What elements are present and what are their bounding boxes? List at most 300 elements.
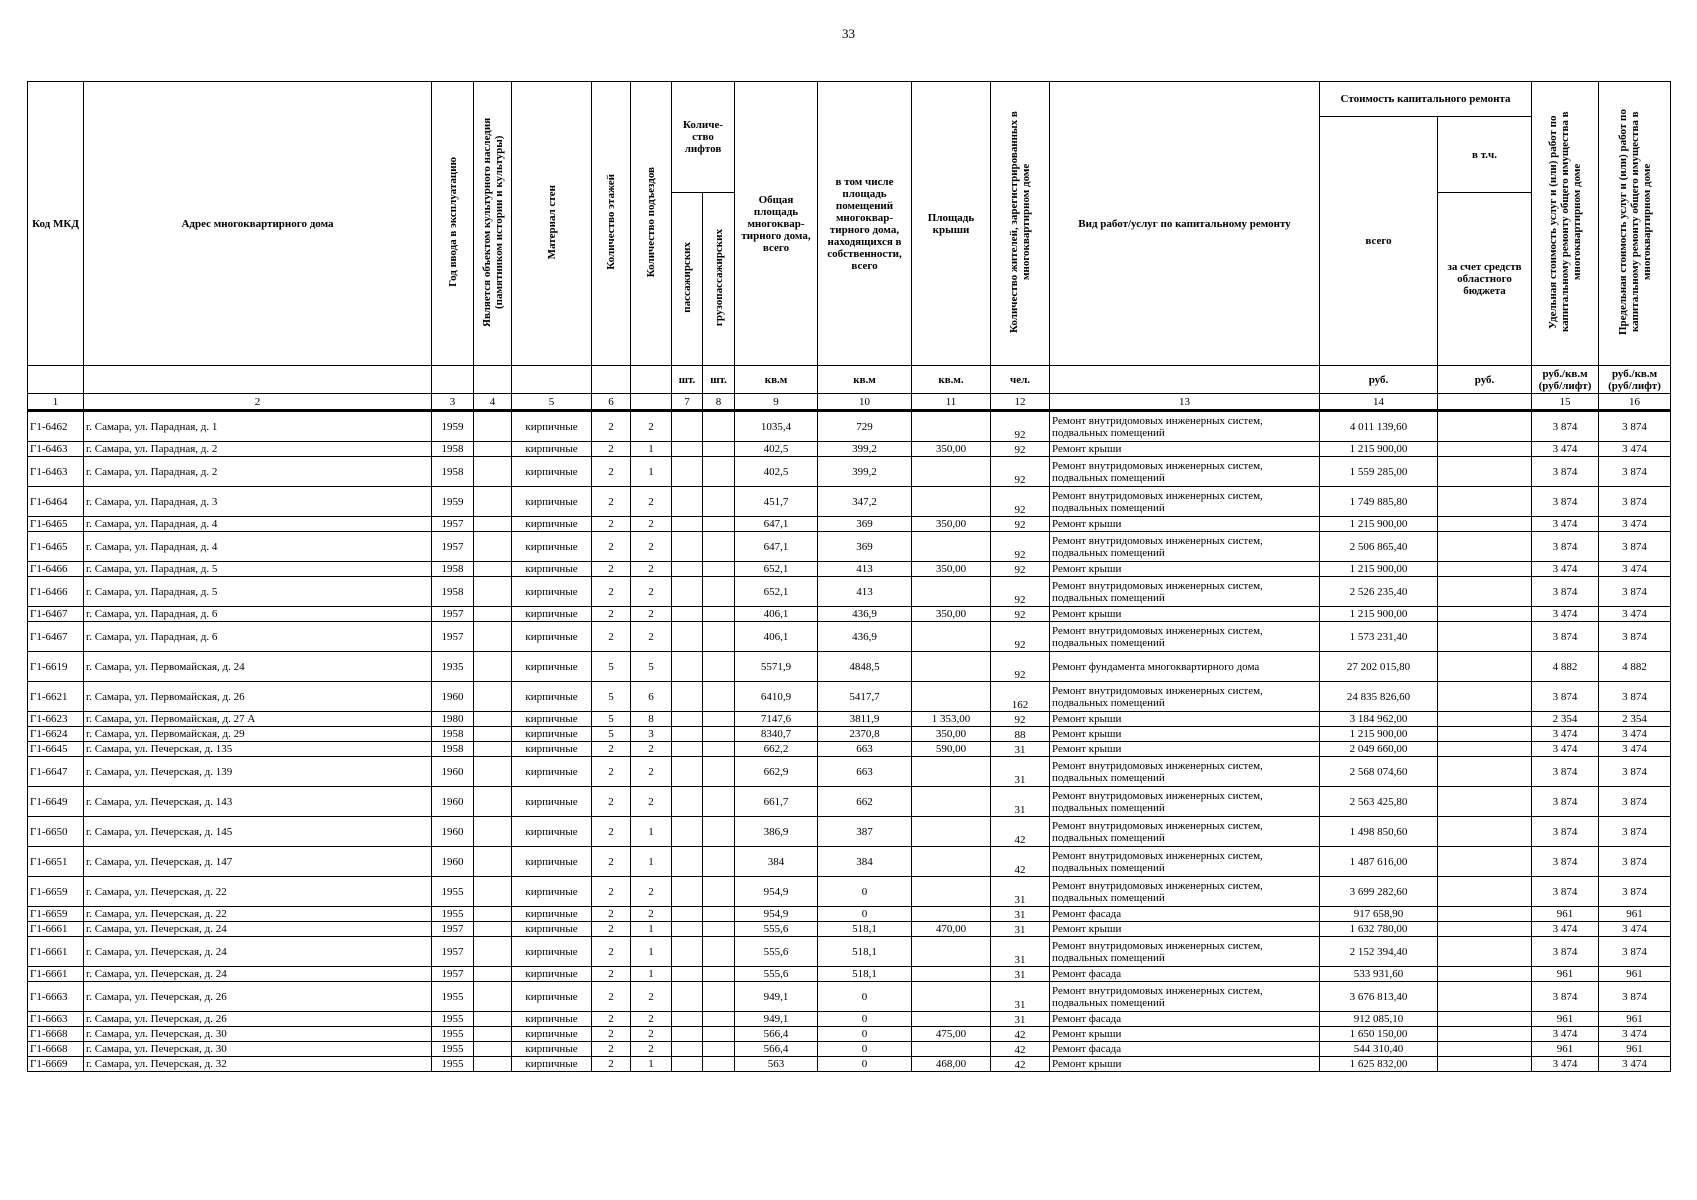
row-total-area: 555,6 [735,937,818,967]
row-max-cost: 3 874 [1599,817,1671,847]
row-max-cost: 3 874 [1599,682,1671,712]
header-cost: Стоимость капитального ремонта [1320,82,1532,117]
row-cost-total: 1 573 231,40 [1320,622,1438,652]
row-total-area: 451,7 [735,487,818,517]
row-lifts-passenger [672,411,703,442]
row-owned-area: 369 [818,517,912,532]
row-code: Г1-6464 [28,487,84,517]
row-code: Г1-6621 [28,682,84,712]
row-work-type: Ремонт внутридомовых инженерных систем, подвальных помещений [1050,982,1320,1012]
row-work-type: Ремонт крыши [1050,727,1320,742]
unit-sqm: кв.м [818,366,912,394]
row-cost-regional [1438,1027,1532,1042]
row-entrances: 2 [631,562,672,577]
row-entrances: 2 [631,532,672,562]
row-cost-regional [1438,577,1532,607]
row-address: г. Самара, ул. Печерская, д. 24 [84,967,432,982]
table-row [28,442,1671,457]
row-floors: 2 [592,847,631,877]
row-address: г. Самара, ул. Печерская, д. 30 [84,1027,432,1042]
row-roof-area [912,411,991,442]
row-total-area: 954,9 [735,907,818,922]
row-unit-cost: 3 474 [1532,517,1599,532]
row-residents: 162 [991,682,1050,712]
row-floors: 2 [592,411,631,442]
row-address: г. Самара, ул. Печерская, д. 26 [84,982,432,1012]
row-lifts-freight [703,742,735,757]
row-walls: кирпичные [512,577,592,607]
row-unit-cost: 961 [1532,1042,1599,1057]
row-residents: 31 [991,937,1050,967]
row-floors: 2 [592,907,631,922]
header-lifts: Количе-ство лифтов [672,82,735,193]
row-floors: 2 [592,532,631,562]
row-heritage [474,922,512,937]
row-address: г. Самара, ул. Первомайская, д. 27 А [84,712,432,727]
row-owned-area: 662 [818,787,912,817]
row-year: 1957 [432,967,474,982]
row-floors: 2 [592,757,631,787]
row-floors: 2 [592,877,631,907]
row-unit-cost: 3 474 [1532,1057,1599,1072]
row-lifts-passenger [672,532,703,562]
row-max-cost: 3 874 [1599,577,1671,607]
row-year: 1960 [432,682,474,712]
row-max-cost: 961 [1599,1012,1671,1027]
row-code: Г1-6466 [28,577,84,607]
row-lifts-passenger [672,607,703,622]
row-roof-area: 350,00 [912,442,991,457]
row-roof-area [912,1012,991,1027]
row-heritage [474,682,512,712]
unit-sqm: кв.м. [912,366,991,394]
row-lifts-passenger [672,1012,703,1027]
row-heritage [474,517,512,532]
row-work-type: Ремонт крыши [1050,742,1320,757]
row-roof-area [912,787,991,817]
row-entrances: 2 [631,742,672,757]
row-total-area: 566,4 [735,1042,818,1057]
row-lifts-passenger [672,682,703,712]
row-residents: 92 [991,712,1050,727]
row-lifts-passenger [672,727,703,742]
header-incl: в т.ч. [1438,117,1532,193]
row-heritage [474,411,512,442]
header-cost-total: всего [1320,117,1438,366]
column-number: 6 [592,394,631,411]
row-entrances: 2 [631,607,672,622]
row-owned-area: 518,1 [818,967,912,982]
row-work-type: Ремонт внутридомовых инженерных систем, подвальных помещений [1050,622,1320,652]
row-lifts-freight [703,577,735,607]
row-floors: 2 [592,562,631,577]
row-unit-cost: 961 [1532,907,1599,922]
row-lifts-passenger [672,442,703,457]
row-address: г. Самара, ул. Парадная, д. 4 [84,517,432,532]
row-cost-regional [1438,757,1532,787]
row-work-type: Ремонт внутридомовых инженерных систем, подвальных помещений [1050,937,1320,967]
row-max-cost: 2 354 [1599,712,1671,727]
row-floors: 5 [592,727,631,742]
row-cost-total: 1 559 285,00 [1320,457,1438,487]
row-total-area: 566,4 [735,1027,818,1042]
header-total-area: Общая площадь многоквар-тирного дома, всего [735,82,818,366]
row-cost-regional [1438,607,1532,622]
row-lifts-freight [703,937,735,967]
row-entrances: 2 [631,787,672,817]
table-row [28,742,1671,757]
row-floors: 2 [592,622,631,652]
row-cost-total: 24 835 826,60 [1320,682,1438,712]
row-cost-regional [1438,982,1532,1012]
row-unit-cost: 3 874 [1532,532,1599,562]
header-heritage: Является объектом культурного наследия (памятником истории и культуры) [480,117,505,327]
row-unit-cost: 3 474 [1532,562,1599,577]
row-total-area: 8340,7 [735,727,818,742]
row-cost-total: 917 658,90 [1320,907,1438,922]
row-unit-cost: 3 874 [1532,817,1599,847]
row-total-area: 647,1 [735,517,818,532]
row-cost-regional [1438,1042,1532,1057]
row-address: г. Самара, ул. Парадная, д. 3 [84,487,432,517]
row-address: г. Самара, ул. Первомайская, д. 26 [84,682,432,712]
table-row [28,1057,1671,1072]
row-cost-regional [1438,562,1532,577]
row-walls: кирпичные [512,817,592,847]
table-row [28,937,1671,967]
row-work-type: Ремонт крыши [1050,712,1320,727]
row-cost-total: 1 215 900,00 [1320,517,1438,532]
row-code: Г1-6661 [28,922,84,937]
row-lifts-freight [703,457,735,487]
row-entrances: 2 [631,577,672,607]
row-floors: 2 [592,1027,631,1042]
row-unit-cost: 3 474 [1532,727,1599,742]
row-address: г. Самара, ул. Печерская, д. 24 [84,922,432,937]
row-floors: 2 [592,577,631,607]
row-cost-total: 1 215 900,00 [1320,442,1438,457]
row-cost-total: 912 085,10 [1320,1012,1438,1027]
header-walls: Материал стен [545,184,558,260]
row-walls: кирпичные [512,982,592,1012]
row-residents: 31 [991,982,1050,1012]
row-work-type: Ремонт внутридомовых инженерных систем, подвальных помещений [1050,682,1320,712]
row-year: 1958 [432,742,474,757]
row-code: Г1-6467 [28,622,84,652]
row-roof-area: 468,00 [912,1057,991,1072]
row-heritage [474,487,512,517]
row-heritage [474,787,512,817]
row-cost-regional [1438,922,1532,937]
row-cost-total: 1 215 900,00 [1320,727,1438,742]
header-work-type: Вид работ/услуг по капитальному ремонту [1050,82,1320,366]
row-unit-cost: 3 474 [1532,442,1599,457]
row-code: Г1-6661 [28,967,84,982]
row-cost-regional [1438,457,1532,487]
row-work-type: Ремонт крыши [1050,1057,1320,1072]
column-number: 16 [1599,394,1671,411]
row-lifts-freight [703,1057,735,1072]
row-walls: кирпичные [512,742,592,757]
row-cost-total: 2 506 865,40 [1320,532,1438,562]
row-roof-area: 350,00 [912,607,991,622]
row-total-area: 662,9 [735,757,818,787]
table-row [28,1042,1671,1057]
row-walls: кирпичные [512,937,592,967]
row-residents: 42 [991,817,1050,847]
row-max-cost: 3 474 [1599,562,1671,577]
row-address: г. Самара, ул. Печерская, д. 143 [84,787,432,817]
row-residents: 92 [991,622,1050,652]
row-cost-total: 1 487 616,00 [1320,847,1438,877]
row-total-area: 7147,6 [735,712,818,727]
row-entrances: 2 [631,907,672,922]
table-row [28,532,1671,562]
header-residents: Количество жителей, зарегистрированных в многоквартирном доме [1008,111,1032,333]
row-address: г. Самара, ул. Печерская, д. 145 [84,817,432,847]
row-address: г. Самара, ул. Парадная, д. 2 [84,442,432,457]
row-address: г. Самара, ул. Парадная, д. 4 [84,532,432,562]
row-floors: 2 [592,1057,631,1072]
row-cost-regional [1438,907,1532,922]
column-number: 8 [703,394,735,411]
row-lifts-passenger [672,967,703,982]
row-lifts-freight [703,411,735,442]
row-lifts-passenger [672,1027,703,1042]
row-cost-regional [1438,817,1532,847]
row-residents: 92 [991,411,1050,442]
column-number: 7 [672,394,703,411]
table-row [28,682,1671,712]
row-residents: 92 [991,532,1050,562]
row-lifts-freight [703,727,735,742]
row-walls: кирпичные [512,922,592,937]
row-work-type: Ремонт внутридомовых инженерных систем, подвальных помещений [1050,817,1320,847]
column-number: 13 [1050,394,1320,411]
row-year: 1960 [432,817,474,847]
row-lifts-passenger [672,622,703,652]
row-lifts-freight [703,622,735,652]
row-cost-total: 4 011 139,60 [1320,411,1438,442]
row-max-cost: 3 874 [1599,757,1671,787]
row-cost-regional [1438,622,1532,652]
row-max-cost: 4 882 [1599,652,1671,682]
row-max-cost: 3 874 [1599,487,1671,517]
table-row [28,982,1671,1012]
column-numbers-row [28,394,1671,411]
row-lifts-passenger [672,562,703,577]
row-owned-area: 0 [818,1042,912,1057]
row-floors: 2 [592,937,631,967]
row-year: 1960 [432,847,474,877]
row-owned-area: 413 [818,562,912,577]
row-unit-cost: 3 474 [1532,742,1599,757]
row-roof-area [912,1042,991,1057]
row-entrances: 2 [631,877,672,907]
row-code: Г1-6624 [28,727,84,742]
row-owned-area: 2370,8 [818,727,912,742]
row-unit-cost: 3 474 [1532,922,1599,937]
row-entrances: 1 [631,937,672,967]
row-total-area: 954,9 [735,877,818,907]
row-total-area: 1035,4 [735,411,818,442]
row-total-area: 6410,9 [735,682,818,712]
row-walls: кирпичные [512,1042,592,1057]
row-walls: кирпичные [512,727,592,742]
row-year: 1955 [432,1057,474,1072]
row-entrances: 2 [631,517,672,532]
row-residents: 92 [991,442,1050,457]
row-roof-area: 590,00 [912,742,991,757]
row-year: 1935 [432,652,474,682]
row-floors: 2 [592,742,631,757]
row-total-area: 402,5 [735,442,818,457]
column-number: 5 [512,394,592,411]
row-total-area: 662,2 [735,742,818,757]
row-heritage [474,742,512,757]
row-lifts-passenger [672,712,703,727]
row-residents: 42 [991,1027,1050,1042]
row-heritage [474,982,512,1012]
row-code: Г1-6659 [28,907,84,922]
row-max-cost: 3 874 [1599,877,1671,907]
row-max-cost: 3 874 [1599,787,1671,817]
row-year: 1955 [432,1012,474,1027]
column-number: 4 [474,394,512,411]
row-work-type: Ремонт фасада [1050,907,1320,922]
row-roof-area [912,907,991,922]
row-code: Г1-6463 [28,457,84,487]
row-code: Г1-6661 [28,937,84,967]
row-year: 1955 [432,1027,474,1042]
row-residents: 92 [991,562,1050,577]
row-entrances: 2 [631,1012,672,1027]
row-entrances: 8 [631,712,672,727]
row-lifts-freight [703,1012,735,1027]
row-cost-total: 1 650 150,00 [1320,1027,1438,1042]
row-residents: 42 [991,1042,1050,1057]
row-walls: кирпичные [512,1027,592,1042]
row-floors: 2 [592,457,631,487]
row-work-type: Ремонт крыши [1050,607,1320,622]
row-year: 1955 [432,877,474,907]
row-floors: 5 [592,652,631,682]
header-owned-area: в том числе площадь помещений многоквар-тирного дома, находящихся в собственности, всего [818,82,912,366]
row-lifts-passenger [672,742,703,757]
unit-pcs: шт. [672,366,703,394]
row-max-cost: 3 474 [1599,517,1671,532]
row-code: Г1-6466 [28,562,84,577]
row-walls: кирпичные [512,442,592,457]
row-work-type: Ремонт внутридомовых инженерных систем, подвальных помещений [1050,847,1320,877]
row-address: г. Самара, ул. Печерская, д. 22 [84,877,432,907]
row-total-area: 949,1 [735,982,818,1012]
row-work-type: Ремонт внутридомовых инженерных систем, подвальных помещений [1050,532,1320,562]
units-row [28,366,1671,394]
row-residents: 92 [991,652,1050,682]
row-cost-regional [1438,937,1532,967]
row-unit-cost: 3 874 [1532,622,1599,652]
row-code: Г1-6659 [28,877,84,907]
row-heritage [474,1042,512,1057]
table-row [28,727,1671,742]
row-roof-area: 475,00 [912,1027,991,1042]
row-code: Г1-6619 [28,652,84,682]
row-address: г. Самара, ул. Парадная, д. 5 [84,562,432,577]
row-lifts-freight [703,787,735,817]
row-heritage [474,877,512,907]
row-year: 1958 [432,577,474,607]
row-unit-cost: 3 874 [1532,877,1599,907]
row-address: г. Самара, ул. Печерская, д. 24 [84,937,432,967]
row-roof-area: 1 353,00 [912,712,991,727]
table-row [28,907,1671,922]
row-cost-total: 2 152 394,40 [1320,937,1438,967]
row-lifts-passenger [672,817,703,847]
row-walls: кирпичные [512,757,592,787]
row-owned-area: 663 [818,742,912,757]
row-cost-regional [1438,442,1532,457]
column-number: 9 [735,394,818,411]
row-heritage [474,757,512,787]
table-row [28,922,1671,937]
row-max-cost: 3 474 [1599,1057,1671,1072]
row-owned-area: 436,9 [818,622,912,652]
row-residents: 88 [991,727,1050,742]
row-lifts-passenger [672,787,703,817]
row-total-area: 563 [735,1057,818,1072]
column-number: 14 [1320,394,1438,411]
row-walls: кирпичные [512,682,592,712]
table-row [28,1012,1671,1027]
row-year: 1959 [432,411,474,442]
row-max-cost: 961 [1599,907,1671,922]
row-entrances: 2 [631,411,672,442]
table-body [28,411,1671,1072]
row-floors: 2 [592,967,631,982]
row-address: г. Самара, ул. Печерская, д. 32 [84,1057,432,1072]
row-max-cost: 3 874 [1599,847,1671,877]
table-row [28,817,1671,847]
row-year: 1957 [432,937,474,967]
row-max-cost: 3 874 [1599,411,1671,442]
row-max-cost: 961 [1599,1042,1671,1057]
row-year: 1955 [432,982,474,1012]
row-work-type: Ремонт фасада [1050,967,1320,982]
row-lifts-freight [703,532,735,562]
row-residents: 31 [991,1012,1050,1027]
row-residents: 92 [991,607,1050,622]
row-heritage [474,607,512,622]
row-entrances: 2 [631,487,672,517]
row-max-cost: 3 474 [1599,922,1671,937]
column-number: 11 [912,394,991,411]
row-entrances: 1 [631,847,672,877]
row-lifts-passenger [672,1057,703,1072]
row-roof-area [912,487,991,517]
row-heritage [474,652,512,682]
row-walls: кирпичные [512,907,592,922]
row-cost-total: 2 563 425,80 [1320,787,1438,817]
row-heritage [474,907,512,922]
row-lifts-freight [703,982,735,1012]
row-unit-cost: 3 474 [1532,1027,1599,1042]
row-year: 1959 [432,487,474,517]
row-owned-area: 347,2 [818,487,912,517]
row-lifts-passenger [672,937,703,967]
row-year: 1957 [432,607,474,622]
row-entrances: 2 [631,982,672,1012]
